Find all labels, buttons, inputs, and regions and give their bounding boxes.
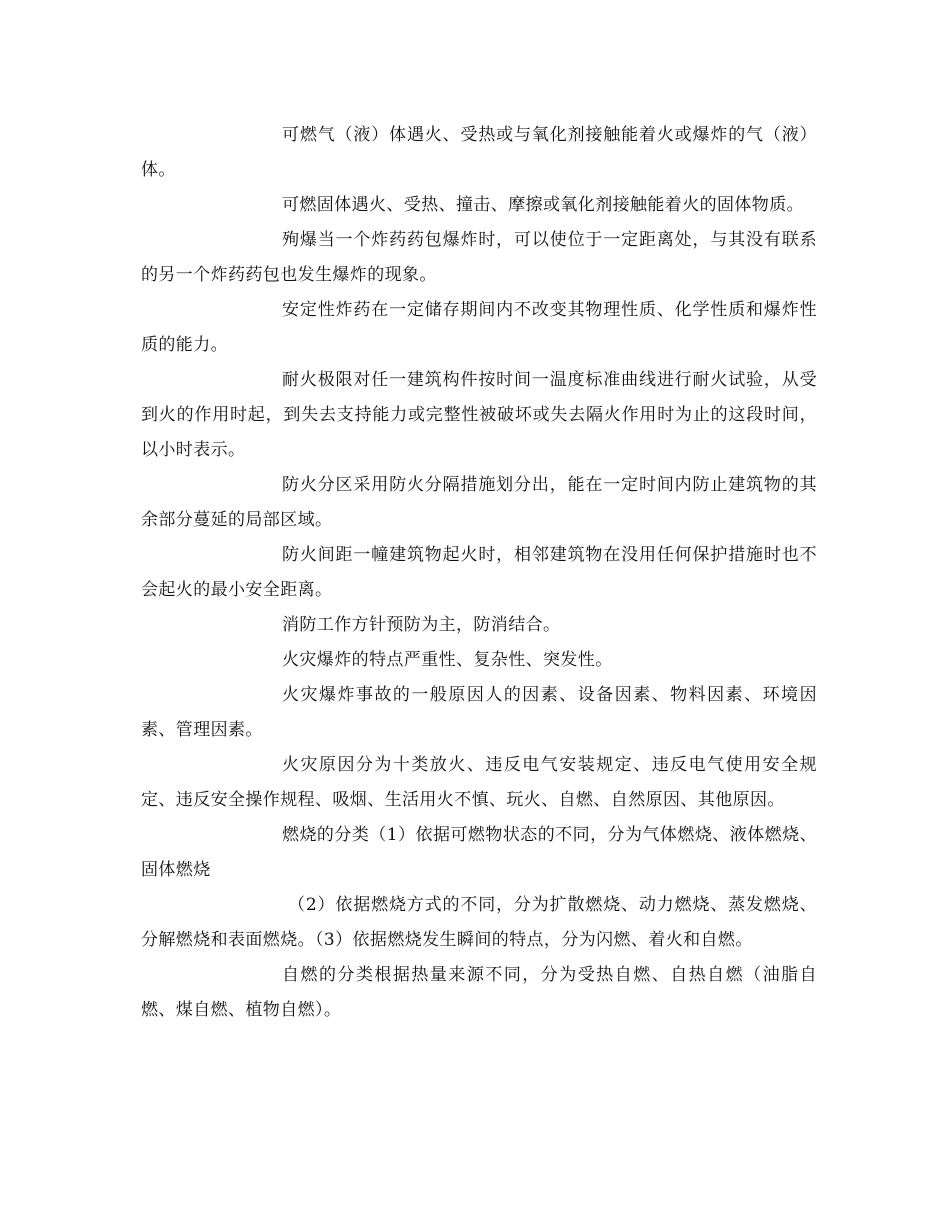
paragraph-flammable-solid: 可燃固体遇火、受热、撞击、摩擦或氧化剂接触能着火的固体物质。 xyxy=(282,195,804,215)
paragraph-combustion-classification-continued: （2）依据燃烧方式的不同，分为扩散燃烧、动力燃烧、蒸发燃烧、分解燃烧和表面燃烧。（3）依据燃烧发生瞬间的特点，分为闪燃、着火和自燃。 xyxy=(141,895,817,950)
paragraph-fire-separation-distance: 防火间距一幢建筑物起火时，相邻建筑物在没用任何保护措施时也不会起火的最小安全距离。 xyxy=(141,545,817,600)
paragraph-accident-causes: 火灾爆炸事故的一般原因人的因素、设备因素、物料因素、环境因素、管理因素。 xyxy=(141,685,817,740)
paragraph-explosive-stability: 安定性炸药在一定储存期间内不改变其物理性质、化学性质和爆炸性质的能力。 xyxy=(141,300,817,355)
paragraph-spontaneous-combustion: 自燃的分类根据热量来源不同，分为受热自燃、自热自燃（油脂自燃、煤自燃、植物自燃）。 xyxy=(141,965,817,1020)
paragraph-fire-policy: 消防工作方针预防为主，防消结合。 xyxy=(282,615,561,635)
paragraph-fire-explosion-characteristics: 火灾爆炸的特点严重性、复杂性、突发性。 xyxy=(282,650,613,670)
paragraph-fire-compartment: 防火分区采用防火分隔措施划分出，能在一定时间内防止建筑物的其余部分蔓延的局部区域。 xyxy=(141,475,817,530)
paragraph-combustion-classification: 燃烧的分类（1）依据可燃物状态的不同，分为气体燃烧、液体燃烧、固体燃烧 xyxy=(141,825,817,880)
paragraph-fire-cause-categories: 火灾原因分为十类放火、违反电气安装规定、违反电气使用安全规定、违反安全操作规程、吸烟、生活用火不慎、玩火、自燃、自然原因、其他原因。 xyxy=(141,755,817,810)
paragraph-fire-resistance-limit: 耐火极限对任一建筑构件按时间一温度标准曲线进行耐火试验，从受到火的作用时起，到失去支持能力或完整性被破坏或失去隔火作用时为止的这段时间，以小时表示。 xyxy=(141,370,817,460)
document-body xyxy=(141,118,817,1028)
paragraph-flammable-gas-liquid: 可燃气（液）体遇火、受热或与氧化剂接触能着火或爆炸的气（液）体。 xyxy=(141,125,817,180)
paragraph-sympathetic-detonation: 殉爆当一个炸药药包爆炸时，可以使位于一定距离处，与其没有联系的另一个炸药药包也发生爆炸的现象。 xyxy=(141,230,817,285)
